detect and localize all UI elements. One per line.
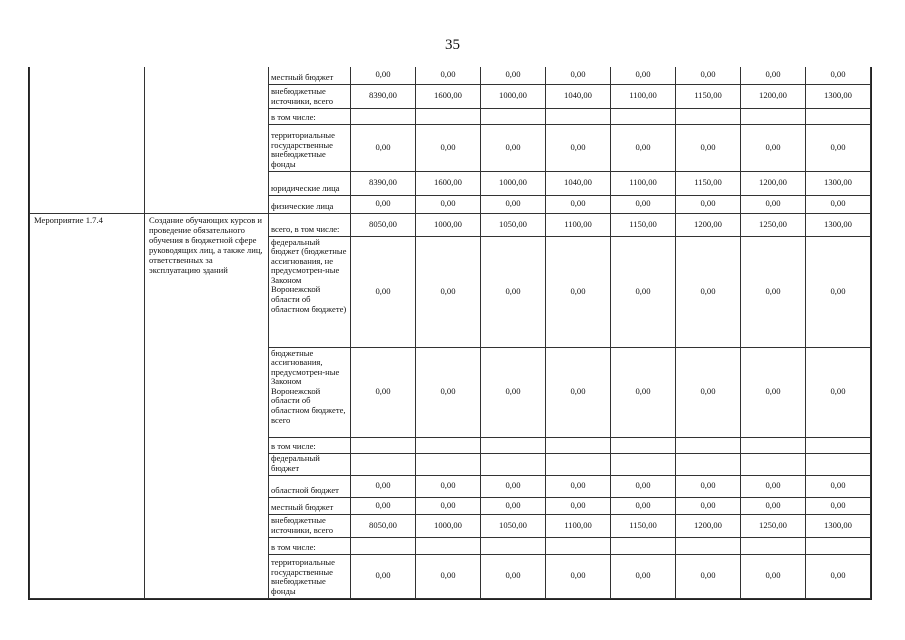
value-cell: 1150,00 (611, 213, 676, 236)
value-cell: 0,00 (676, 67, 741, 84)
value-cell: 1000,00 (416, 213, 481, 236)
value-cell: 1000,00 (416, 514, 481, 537)
value-cell: 0,00 (546, 124, 611, 171)
value-cell: 0,00 (351, 124, 416, 171)
value-cell: 0,00 (416, 195, 481, 213)
row-label: областной бюджет (269, 475, 351, 497)
value-cell (611, 108, 676, 124)
row-label: бюджетные ассигнования, предусмотрен-ные Законом Воронежской области об областном бюджете, всего (269, 347, 351, 437)
row-label: в том числе: (269, 537, 351, 554)
value-cell: 0,00 (481, 236, 546, 347)
value-cell (676, 108, 741, 124)
value-cell: 0,00 (611, 236, 676, 347)
value-cell (676, 437, 741, 453)
value-cell (676, 453, 741, 475)
value-cell (351, 108, 416, 124)
value-cell: 0,00 (351, 347, 416, 437)
value-cell: 0,00 (611, 347, 676, 437)
row-label: в том числе: (269, 108, 351, 124)
value-cell: 0,00 (741, 554, 806, 598)
value-cell: 1150,00 (676, 84, 741, 108)
value-cell (546, 537, 611, 554)
value-cell: 0,00 (546, 475, 611, 497)
row-label: федеральный бюджет (269, 453, 351, 475)
value-cell: 0,00 (481, 497, 546, 514)
value-cell: 1200,00 (676, 213, 741, 236)
value-cell: 0,00 (351, 236, 416, 347)
value-cell: 0,00 (741, 475, 806, 497)
value-cell (481, 437, 546, 453)
value-cell (611, 537, 676, 554)
value-cell: 1300,00 (806, 213, 871, 236)
value-cell: 0,00 (611, 124, 676, 171)
value-cell (806, 537, 871, 554)
value-cell: 1300,00 (806, 514, 871, 537)
value-cell: 1000,00 (481, 171, 546, 195)
value-cell: 0,00 (546, 67, 611, 84)
value-cell (546, 437, 611, 453)
value-cell: 0,00 (741, 195, 806, 213)
page-number: 35 (445, 37, 460, 53)
value-cell (806, 437, 871, 453)
measure-code-cell-empty (30, 67, 145, 213)
value-cell: 0,00 (481, 347, 546, 437)
value-cell (611, 453, 676, 475)
value-cell (741, 108, 806, 124)
value-cell: 0,00 (351, 554, 416, 598)
value-cell: 0,00 (416, 124, 481, 171)
value-cell: 0,00 (481, 554, 546, 598)
budget-table-sheet (28, 67, 872, 600)
value-cell: 0,00 (676, 497, 741, 514)
value-cell: 0,00 (546, 554, 611, 598)
row-label: внебюджетные источники, всего (269, 84, 351, 108)
value-cell: 0,00 (741, 497, 806, 514)
value-cell: 1600,00 (416, 84, 481, 108)
value-cell: 1050,00 (481, 514, 546, 537)
value-cell: 0,00 (351, 497, 416, 514)
value-cell: 0,00 (481, 67, 546, 84)
value-cell (676, 537, 741, 554)
value-cell: 0,00 (546, 497, 611, 514)
value-cell (741, 537, 806, 554)
value-cell (416, 453, 481, 475)
row-label: всего, в том числе: (269, 213, 351, 236)
value-cell: 0,00 (416, 497, 481, 514)
value-cell: 0,00 (546, 195, 611, 213)
value-cell (546, 108, 611, 124)
value-cell: 0,00 (546, 347, 611, 437)
row-label: территориальные государственные внебюджетные фонды (269, 554, 351, 598)
value-cell (416, 108, 481, 124)
value-cell: 1150,00 (676, 171, 741, 195)
value-cell: 0,00 (806, 236, 871, 347)
value-cell: 0,00 (416, 554, 481, 598)
value-cell (416, 537, 481, 554)
value-cell (741, 453, 806, 475)
value-cell (806, 453, 871, 475)
value-cell: 1100,00 (546, 213, 611, 236)
value-cell: 8390,00 (351, 84, 416, 108)
value-cell: 8050,00 (351, 514, 416, 537)
value-cell: 1200,00 (676, 514, 741, 537)
value-cell: 0,00 (481, 195, 546, 213)
row-label: физические лица (269, 195, 351, 213)
value-cell: 0,00 (416, 236, 481, 347)
value-cell: 0,00 (416, 347, 481, 437)
value-cell: 0,00 (741, 67, 806, 84)
value-cell: 0,00 (546, 236, 611, 347)
value-cell: 8390,00 (351, 171, 416, 195)
value-cell: 0,00 (351, 195, 416, 213)
value-cell (481, 537, 546, 554)
value-cell (741, 437, 806, 453)
value-cell (806, 108, 871, 124)
value-cell: 1100,00 (611, 171, 676, 195)
row-label: федеральный бюджет (бюджетные ассигнования, не предусмотрен-ные Законом Воронежской области об областном бюджете) (269, 236, 351, 347)
value-cell: 0,00 (676, 475, 741, 497)
row-label: в том числе: (269, 437, 351, 453)
value-cell: 1300,00 (806, 84, 871, 108)
measure-name: Создание обучающих курсов и проведение обязательного обучения в бюджетной сфере руководящих лиц, а также лиц, ответственных за эксплуатацию зданий (145, 213, 269, 598)
value-cell: 1150,00 (611, 514, 676, 537)
value-cell: 1050,00 (481, 213, 546, 236)
value-cell: 0,00 (611, 497, 676, 514)
value-cell: 0,00 (806, 195, 871, 213)
value-cell: 0,00 (416, 475, 481, 497)
value-cell: 0,00 (741, 347, 806, 437)
value-cell: 1100,00 (611, 84, 676, 108)
measure-name-cell-empty (145, 67, 269, 213)
value-cell: 0,00 (611, 554, 676, 598)
value-cell (351, 437, 416, 453)
value-cell: 0,00 (806, 554, 871, 598)
value-cell: 0,00 (806, 67, 871, 84)
value-cell (351, 537, 416, 554)
value-cell: 1040,00 (546, 171, 611, 195)
value-cell: 0,00 (481, 475, 546, 497)
value-cell: 0,00 (741, 236, 806, 347)
value-cell: 1250,00 (741, 514, 806, 537)
value-cell: 0,00 (676, 554, 741, 598)
value-cell: 0,00 (806, 475, 871, 497)
value-cell: 0,00 (741, 124, 806, 171)
value-cell (546, 453, 611, 475)
value-cell: 0,00 (676, 195, 741, 213)
value-cell: 1000,00 (481, 84, 546, 108)
value-cell: 0,00 (676, 124, 741, 171)
value-cell: 0,00 (351, 67, 416, 84)
value-cell: 0,00 (611, 67, 676, 84)
row-label: внебюджетные источники, всего (269, 514, 351, 537)
value-cell: 0,00 (611, 195, 676, 213)
value-cell: 1040,00 (546, 84, 611, 108)
value-cell: 1250,00 (741, 213, 806, 236)
budget-table (29, 67, 871, 599)
value-cell: 1200,00 (741, 171, 806, 195)
row-label: местный бюджет (269, 497, 351, 514)
value-cell (481, 453, 546, 475)
value-cell: 1200,00 (741, 84, 806, 108)
value-cell: 1600,00 (416, 171, 481, 195)
row-label: территориальные государственные внебюджетные фонды (269, 124, 351, 171)
value-cell (611, 437, 676, 453)
value-cell: 0,00 (676, 347, 741, 437)
value-cell (351, 453, 416, 475)
value-cell: 0,00 (806, 124, 871, 171)
value-cell: 0,00 (676, 236, 741, 347)
value-cell: 0,00 (806, 497, 871, 514)
value-cell (481, 108, 546, 124)
value-cell: 1100,00 (546, 514, 611, 537)
value-cell: 0,00 (351, 475, 416, 497)
value-cell: 8050,00 (351, 213, 416, 236)
value-cell (416, 437, 481, 453)
value-cell: 0,00 (481, 124, 546, 171)
value-cell: 0,00 (806, 347, 871, 437)
value-cell: 0,00 (611, 475, 676, 497)
row-label: юридические лица (269, 171, 351, 195)
table-row (30, 213, 871, 236)
value-cell: 0,00 (416, 67, 481, 84)
value-cell: 1300,00 (806, 171, 871, 195)
measure-code: Мероприятие 1.7.4 (30, 213, 145, 598)
row-label: местный бюджет (269, 67, 351, 84)
table-row (30, 67, 871, 84)
